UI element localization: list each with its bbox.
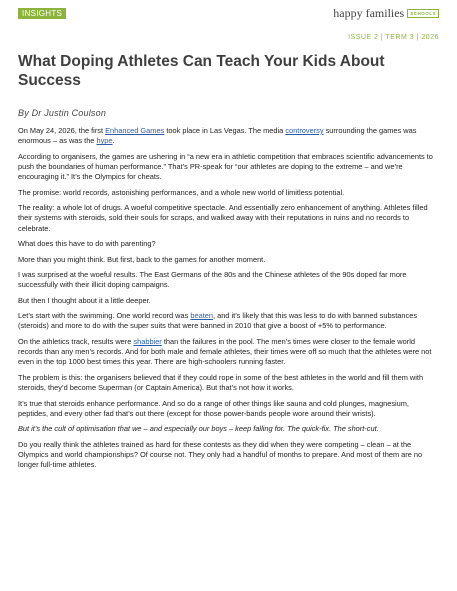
p10-text-a: On the athletics track, results were	[18, 336, 134, 346]
brand-tag: SCHOOLS	[407, 9, 439, 18]
paragraph-11: The problem is this: the organisers believed that if they could rope in some of the best athletes in the world and fill them with steroids, they’d become Superman (or Captain America). But that’s not how it works.	[18, 372, 424, 393]
paragraph-12: It’s true that steroids enhance performance. And so do a range of other things like sauna and cold plunges, magnesium, peptides, and every other fad that’s out there (except for those power-bands people wore around their wrists).	[18, 398, 409, 418]
paragraph-1	[18, 126, 440, 146]
article-author: By Dr Justin Coulson	[18, 108, 107, 118]
paragraph-3: The promise: world records, astonishing performances, and a whole new world of limitless potential.	[18, 187, 345, 197]
brand-name: happy families	[333, 6, 405, 20]
issue-label: ISSUE 2 | TERM 3 | 2026	[348, 34, 439, 41]
p10-text-b: than the failures in the pool. The men’s times were closer to the female world records than any men’s records. And for both male and female athletes, their times were off so much that the athletes were not even in the top 1000 best times this year. There are high-schoolers running faster.	[18, 336, 432, 367]
link-controversy[interactable]: controversy	[285, 126, 324, 135]
p1-text-d: .	[112, 136, 115, 146]
link-hype[interactable]: hype	[96, 136, 113, 146]
insights-badge: INSIGHTS	[18, 8, 66, 19]
link-enhanced-games[interactable]: Enhanced Games	[105, 126, 165, 135]
link-beaten[interactable]: beaten	[190, 311, 213, 321]
paragraph-13: But it’s the cult of optimisation that we – and especially our boys – keep falling for. The quick-fix. The short-cut.	[18, 424, 379, 434]
p1-text-b: took place in Las Vegas. The media	[164, 126, 286, 135]
paragraph-4: The reality: a whole lot of drugs. A woeful competitive spectacle. And essentially zero enhancement of anything. Athletes filled their systems with steroids, sold their souls for scraps, and walked away with their reputations in ruins and no records to celebrate.	[18, 203, 428, 233]
p1-text-c: surrounding the games was enormous – as was the	[18, 126, 417, 146]
paragraph-2: According to organisers, the games are ushering in “a new era in athletic competition that embraces scientific advancements to push the boundaries of human performance.” That’s PR-speak for “our athletes are doping to the extreme – and we’re encouraging it.” It’s the Olympics for cheats.	[18, 151, 433, 182]
paragraph-8: But then I thought about it a little deeper.	[18, 295, 151, 305]
article-body	[18, 126, 440, 476]
paragraph-5: What does this have to do with parenting?	[18, 239, 156, 249]
paragraph-10	[18, 337, 440, 368]
article-title: What Doping Athletes Can Teach Your Kids About Success	[18, 53, 385, 89]
p9-text-a: Let’s start with the swimming. One world record was	[18, 311, 191, 321]
paragraph-14: Do you really think the athletes trained as hard for these contests as they did when they were competing – clean – at the Olympics and world championships? Of course not. They only had a handful of months to prepare. And most of them are no longer full-time athletes.	[18, 439, 423, 470]
paragraph-7: I was surprised at the woeful results. The East Germans of the 80s and the Chinese athletes of the 90s doped far more successfully with their illicit doping campaigns.	[18, 270, 407, 290]
paragraph-6: More than you might think. But first, back to the games for another moment.	[18, 254, 266, 264]
p9-text-b: , and it’s likely that this was less to do with banned substances (steroids) and more to do with the super suits that were banned in 2010 that give a boost of +5% to performance.	[18, 311, 418, 331]
p1-text-a: On May 24, 2026, the first	[18, 126, 106, 135]
paragraph-9	[18, 311, 440, 331]
link-shabbier[interactable]: shabbier	[133, 336, 162, 346]
brand-logo[interactable]	[333, 6, 439, 21]
